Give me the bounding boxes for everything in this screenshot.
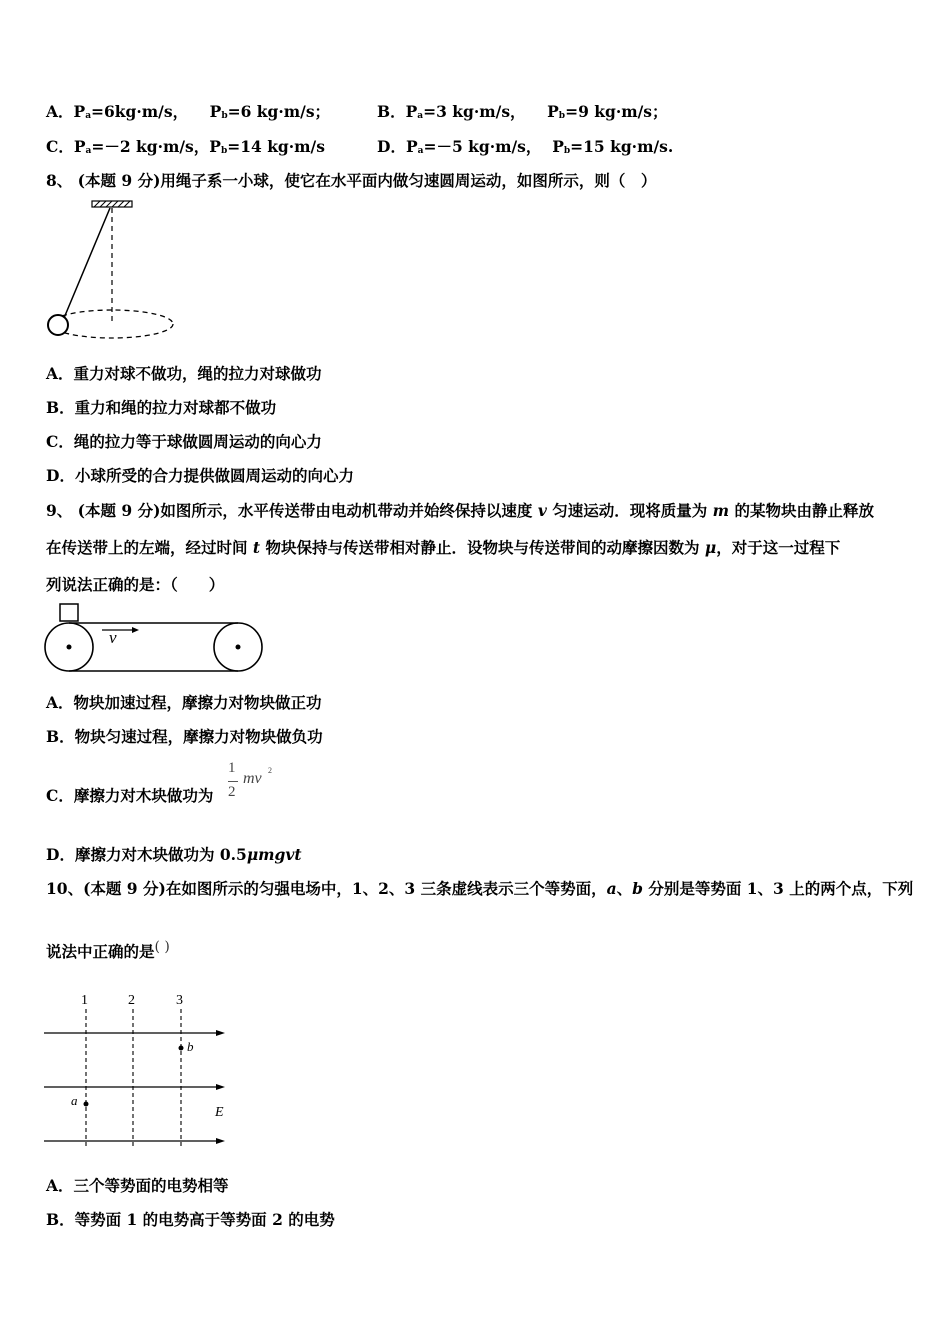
q9-option-a: A．物块加速过程，摩擦力对物块做正功 [46, 693, 322, 712]
q10-option-b: B．等势面 1 的电势高于等势面 2 的电势 [46, 1210, 335, 1229]
q9-stem-line3: 列说法正确的是：（ ） [46, 575, 225, 594]
q10-stem-line2: 说法中正确的是( ) [46, 939, 170, 961]
rope [64, 208, 110, 318]
ball [48, 315, 68, 335]
q9-option-d: D．摩擦力对木块做功为 0.5μmgvt [46, 845, 302, 864]
point-b-label: b [187, 1039, 194, 1054]
block [60, 604, 78, 621]
velocity-label: v [109, 628, 117, 647]
q8-option-b: B．重力和绳的拉力对球都不做功 [46, 398, 277, 417]
q8-option-d: D．小球所受的合力提供做圆周运动的向心力 [46, 466, 354, 485]
point-b [179, 1046, 184, 1051]
q9-option-c: C．摩擦力对木块做功为 [46, 786, 214, 805]
q8-option-c: C．绳的拉力等于球做圆周运动的向心力 [46, 432, 322, 451]
equipotential-label-1: 1 [81, 993, 88, 1008]
q7-option-d: D．$P_a=-5$ kg·m/s， $P_b=15$ kg·m/s. [377, 137, 674, 156]
field-lines [44, 1030, 225, 1144]
field-label-E: E [215, 1105, 224, 1120]
point-a [84, 1102, 89, 1107]
q7-option-c: C．$P_a=-2$ kg·m/s，$P_b=14$ kg·m/s [46, 137, 325, 156]
q9-conveyor-belt-figure [44, 602, 264, 674]
left-pulley-center [67, 645, 72, 650]
q9-stem-line1: 9、 (本题 9 分)如图所示，水平传送带由电动机带动并始终保持以速度 v 匀速运动．现将质量为 m 的某物块由静止释放 [46, 501, 874, 520]
q10-stem-line1: 10、(本题 9 分)在如图所示的匀强电场中，1、2、3 三条虚线表示三个等势面，a、b 分别是等势面 1、3 上的两个点，下列 [46, 879, 914, 898]
q10-electric-field-figure [44, 985, 244, 1150]
equipotential-label-2: 2 [128, 993, 135, 1008]
ceiling-support [92, 201, 132, 207]
velocity-arrow-head [132, 627, 139, 633]
right-pulley-center [236, 645, 241, 650]
equipotential-label-3: 3 [176, 993, 183, 1008]
q7-option-a: A．$P_a=6kg\cdot m/s$， $P_b=6$ kg·m/s； [46, 102, 331, 121]
q10-option-a: A．三个等势面的电势相等 [46, 1176, 229, 1195]
q8-option-a: A．重力对球不做功，绳的拉力对球做功 [46, 364, 322, 383]
q8-conical-pendulum-figure [44, 198, 179, 343]
q7-option-b: B．$P_a=3$ kg·m/s， $P_b=9$ kg·m/s； [377, 102, 668, 121]
q9-option-b: B．物块匀速过程，摩擦力对物块做负功 [46, 727, 323, 746]
q9-stem-line2: 在传送带上的左端，经过时间 t 物块保持与传送带相对静止．设物块与传送带间的动摩擦因数为 μ，对于这一过程下 [46, 538, 841, 557]
q8-stem: 8、 (本题 9 分)用绳子系一小球，使它在水平面内做匀速圆周运动，如图所示，则（ ） [46, 171, 657, 190]
point-a-label: a [71, 1093, 78, 1108]
